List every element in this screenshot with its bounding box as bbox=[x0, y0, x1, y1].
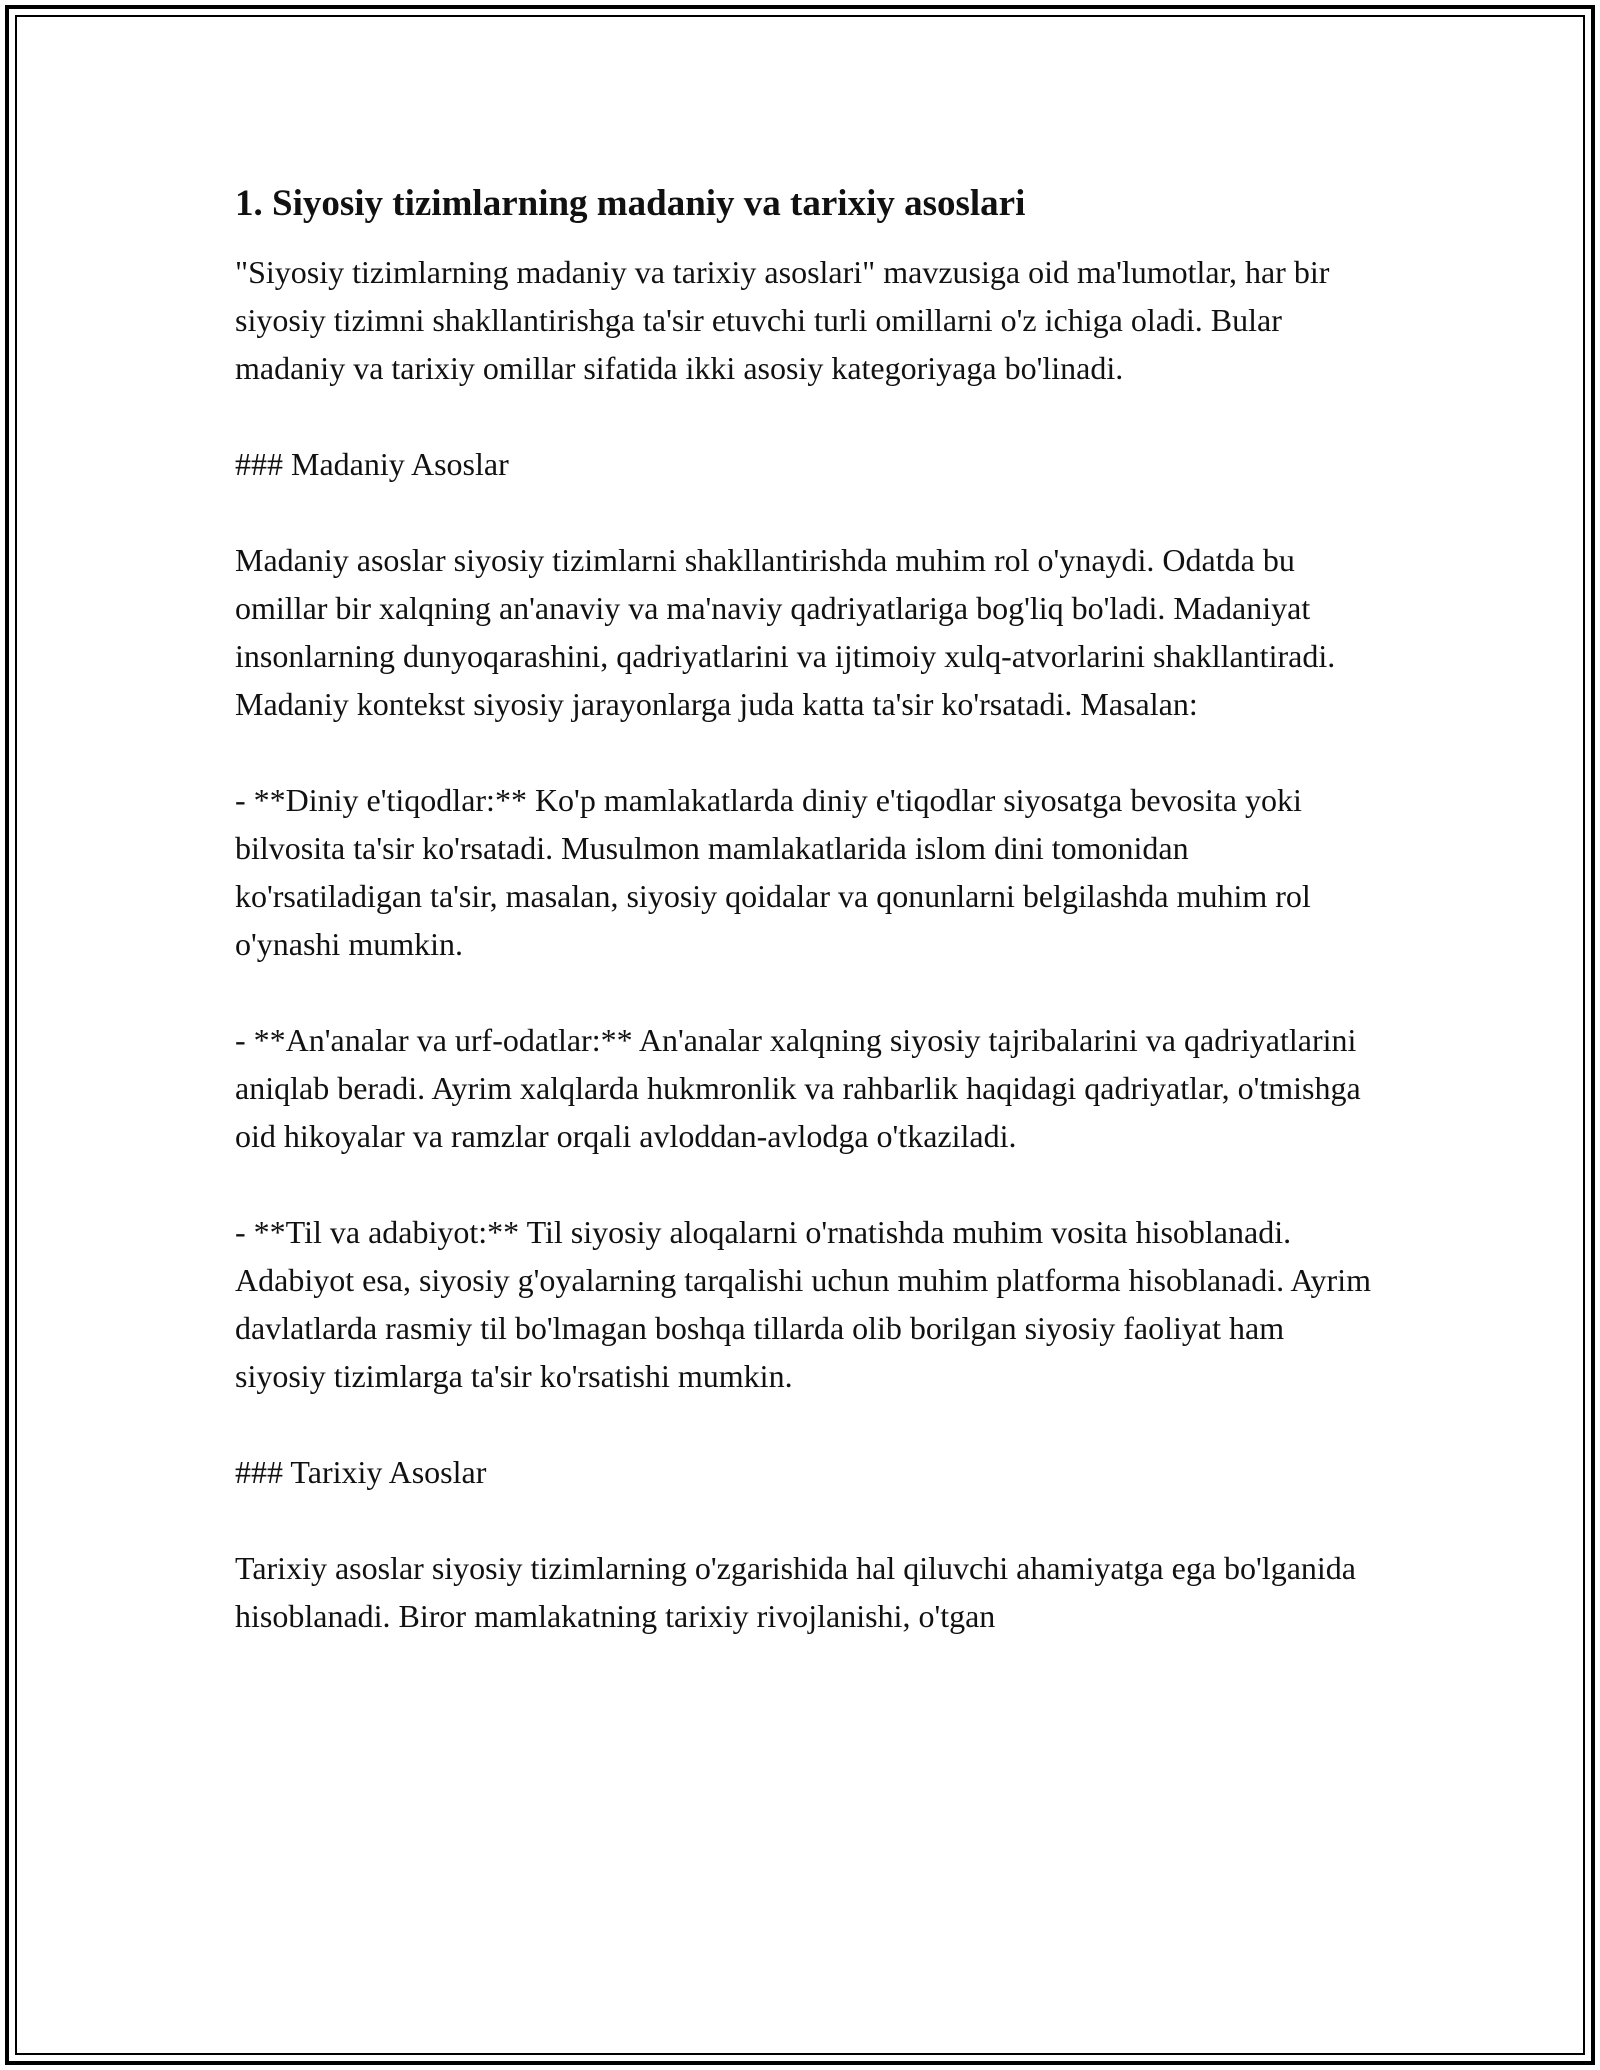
list-item-diniy: - **Diniy e'tiqodlar:** Ko'p mamlakatlarda diniy e'tiqodlar siyosatga bevosita yoki bilvosita ta'sir ko'rsatadi. Musulmon mamlakatlarida islom dini tomonidan ko'rsatiladigan ta'sir, masalan, siyosiy qoidalar va qonunlarni belgilashda muhim rol o'ynashi mumkin. bbox=[235, 782, 1311, 963]
list-item-til: - **Til va adabiyot:** Til siyosiy aloqalarni o'rnatishda muhim vosita hisoblanadi. Adabiyot esa, siyosiy g'oyalarning tarqalishi uchun muhim platforma hisoblanadi. Ayrim davlatlarda rasmiy til bo'lmagan boshqa tillarda olib borilgan siyosiy faoliyat ham siyosiy tizimlarga ta'sir ko'rsatishi mumkin. bbox=[235, 1214, 1371, 1395]
list-item-ananalar: - **An'analar va urf-odatlar:** An'analar xalqning siyosiy tajribalarini va qadriyatlarini aniqlab beradi. Ayrim xalqlarda hukmronlik va rahbarlik haqidagi qadriyatlar, o'tmishga oid hikoyalar va ramzlar orqali avloddan-avlodga o'tkaziladi. bbox=[235, 1022, 1361, 1155]
heading-madaniy-asoslar: ### Madaniy Asoslar bbox=[235, 446, 509, 483]
document-title: 1. Siyosiy tizimlarning madaniy va tarixiy asoslari bbox=[235, 183, 1026, 224]
paragraph-intro: "Siyosiy tizimlarning madaniy va tarixiy asoslari" mavzusiga oid ma'lumotlar, har bir siyosiy tizimni shakllantirishga ta'sir etuvchi turli omillarni o'z ichiga oladi. Bular madaniy va tarixiy omillar sifatida ikki asosiy kategoriyaga bo'linadi. bbox=[235, 254, 1330, 387]
heading-tarixiy-asoslar: ### Tarixiy Asoslar bbox=[235, 1454, 487, 1491]
paragraph-tarixiy: Tarixiy asoslar siyosiy tizimlarning o'zgarishida hal qiluvchi ahamiyatga ega bo'lganida hisoblanadi. Biror mamlakatning tarixiy rivojlanishi, o'tgan bbox=[235, 1550, 1356, 1635]
document-body bbox=[235, 180, 1375, 1640]
paragraph-madaniy: Madaniy asoslar siyosiy tizimlarni shakllantirishda muhim rol o'ynaydi. Odatda bu omillar bir xalqning an'anaviy va ma'naviy qadriyatlariga bog'liq bo'ladi. Madaniyat insonlarning dunyoqarashini, qadriyatlarini va ijtimoiy xulq-atvorlarini shakllantiradi. Madaniy kontekst siyosiy jarayonlarga juda katta ta'sir ko'rsatadi. Masalan: bbox=[235, 542, 1336, 723]
